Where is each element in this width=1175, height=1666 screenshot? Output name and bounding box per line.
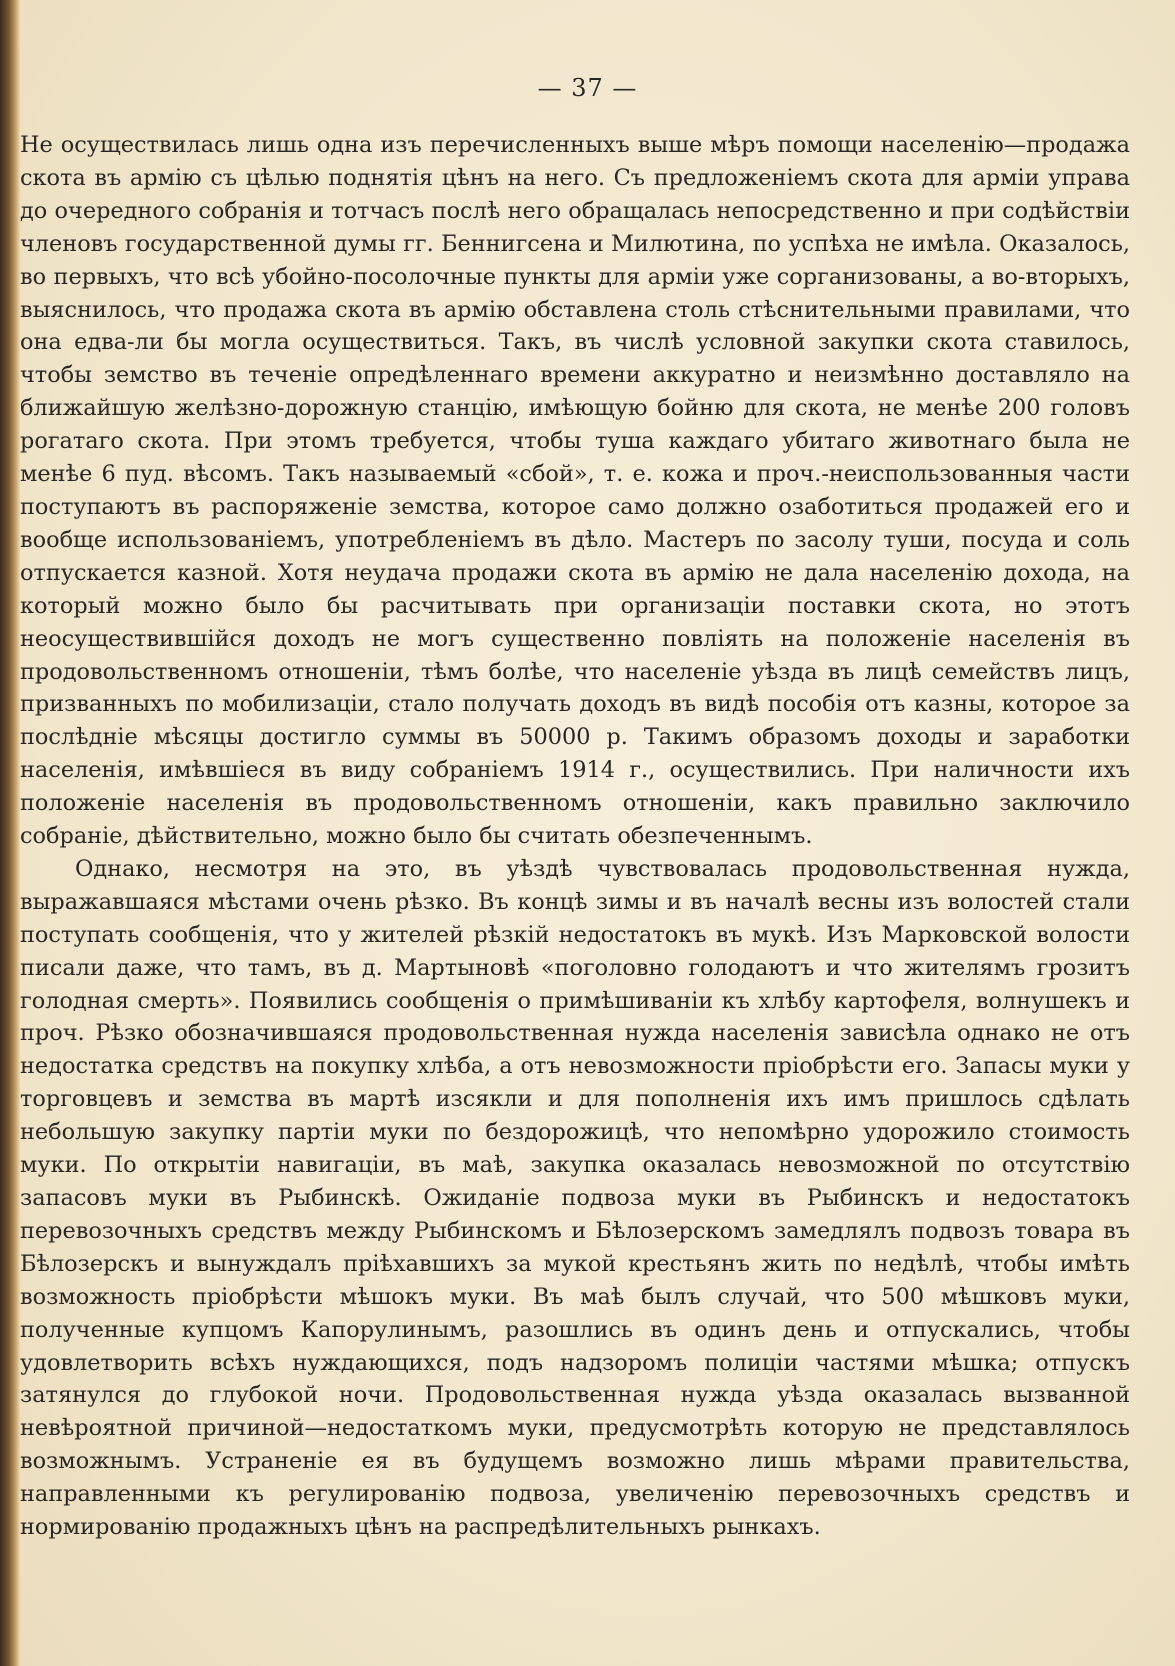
paragraph-2: Однако, несмотря на это, въ уѣздѣ чувствовалась продовольственная нужда, выражавшаяся мѣстами очень рѣзко. Въ концѣ зимы и въ началѣ весны изъ волостей стали поступать сообщенія, что у жителей рѣзкій недостатокъ въ мукѣ. Изъ Марковской волости писали даже, что тамъ, въ д. Мартыновѣ «поголовно голодаютъ и что жителямъ грозитъ голодная смерть». Появились сообщенія о примѣшиваніи къ хлѣбу картофеля, волнушекъ и проч. Рѣзко обозначившаяся продовольственная нужда населенія зависѣла однако не отъ недостатка средствъ на покупку хлѣба, а отъ невозможности пріобрѣсти его. Запасы муки у торговцевъ и земства въ мартѣ изсякли и для пополненія ихъ имъ пришлось сдѣлать небольшую закупку партіи муки по бездорожицѣ, что непомѣрно удорожило стоимость муки. По открытіи навигаціи, въ маѣ, закупка оказалась невозможной по отсутствію запасовъ муки въ Рыбинскѣ. Ожиданіе подвоза муки въ Рыбинскъ и недостатокъ перевозочныхъ средствъ между Рыбинскомъ и Бѣлозерскомъ замедлялъ подвозъ товара въ Бѣлозерскъ и вынуждалъ пріѣхавшихъ за мукой крестьянъ жить по недѣлѣ, чтобы имѣть возможность пріобрѣсти мѣшокъ муки. Въ маѣ былъ случай, что 500 мѣшковъ муки, полученные купцомъ Капорулинымъ, разошлись въ одинъ день и отпускались, чтобы удовлетворить всѣхъ нуждающихся, подъ надзоромъ полиціи частями мѣшка; отпускъ затянулся до глубокой ночи. Продовольственная нужда уѣзда оказалась вызванной невѣроятной причиной—недостаткомъ муки, предусмотрѣть которую не представлялось возможнымъ. Устраненіе ея въ будущемъ возможно лишь мѣрами правительства, направленными къ регулированію подвоза, увеличенію перевозочныхъ средствъ и нормированію продажныхъ цѣнъ на распредѣлительныхъ рынкахъ. [20, 855, 1130, 1541]
page-body [20, 129, 1130, 1544]
book-spine-shadow [0, 0, 20, 1666]
page-number: — 37 — [537, 74, 638, 102]
paragraph-1: Не осуществилась лишь одна изъ перечисленныхъ выше мѣръ помощи населенію—продажа скота въ армію съ цѣлью поднятія цѣнъ на него. Съ предложеніемъ скота для арміи управа до очередного собранія и тотчасъ послѣ него обращалась непосредственно и при содѣйствіи членовъ государственной думы гг. Беннигсена и Милютина, по успѣха не имѣла. Оказалось, во первыхъ, что всѣ убойно-посолочные пункты для арміи уже сорганизованы, а во-вторыхъ, выяснилось, что продажа скота въ армію обставлена столь стѣснительными правилами, что она едва-ли бы могла осуществиться. Такъ, въ числѣ условной закупки скота ставилось, чтобы земство въ теченіе опредѣленнаго времени аккуратно и неизмѣнно доставляло на ближайшую желѣзно-дорожную станцію, имѣющую бойню для скота, не менѣе 200 головъ рогатаго скота. При этомъ требуется, чтобы туша каждаго убитаго животнаго была не менѣе 6 пуд. вѣсомъ. Такъ называемый «сбой», т. е. кожа и проч.-неиспользованныя части поступаютъ въ распоряженіе земства, которое само должно озаботиться продажей его и вообще использованіемъ, употребленіемъ въ дѣло. Мастеръ по засолу туши, посуда и соль отпускается казной. Хотя неудача продажи скота въ армію не дала населенію дохода, на который можно было бы расчитывать при организаціи поставки скота, но этотъ неосуществившійся доходъ не могъ существенно повліять на положеніе населенія въ продовольственномъ отношеніи, тѣмъ болѣе, что населеніе уѣзда въ лицѣ семействъ лицъ, призванныхъ по мобилизаціи, стало получать доходъ въ видѣ пособія отъ казны, которое за послѣдніе мѣсяцы достигло суммы въ 50000 р. Такимъ образомъ доходы и заработки населенія, имѣвшіеся въ виду собраніемъ 1914 г., осуществились. При наличности ихъ положеніе населенія въ продовольственномъ отношеніи, какъ правильно заключило собраніе, дѣйствительно, можно было бы считать обезпеченнымъ. [20, 132, 1130, 850]
